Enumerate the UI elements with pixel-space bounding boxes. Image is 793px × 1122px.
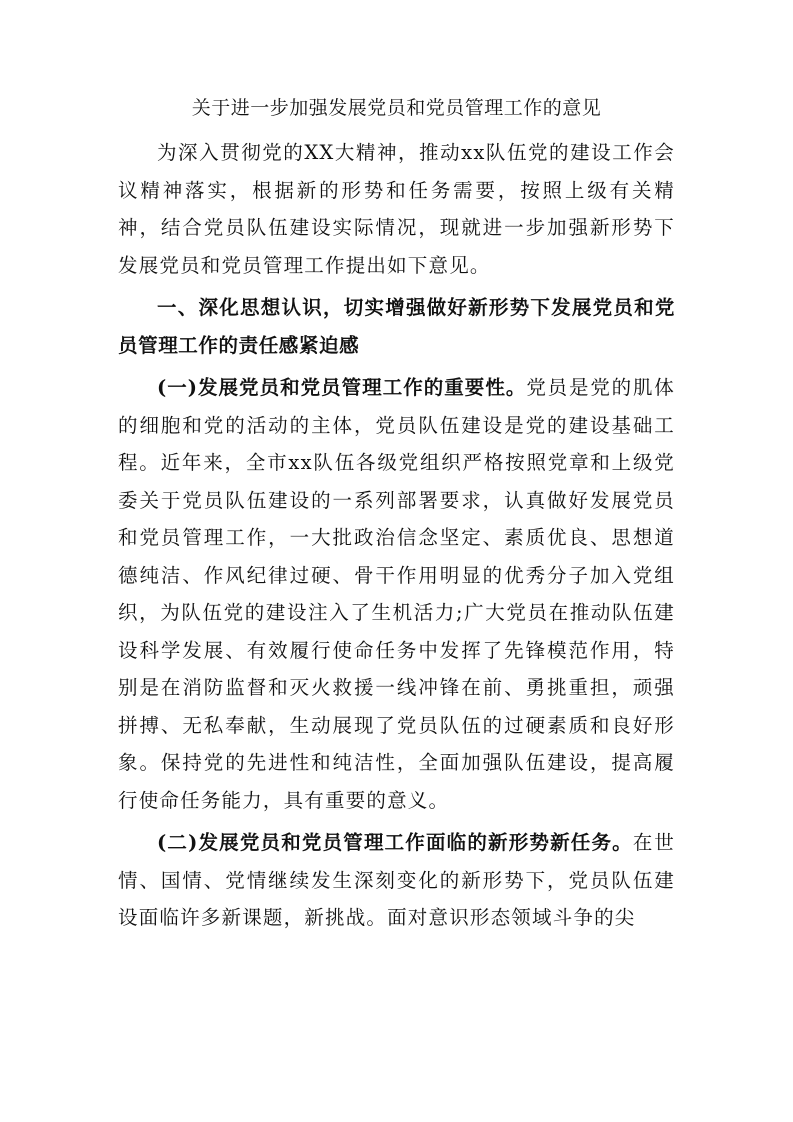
item-2-lead: (二)发展党员和党员管理工作面临的新形势新任务。 <box>157 831 633 854</box>
item-1-body: 党员是党的肌体的细胞和党的活动的主体，党员队伍建设是党的建设基础工程。近年来，全市xx队伍各级党组织严格按照党章和上级党委关于党员队伍建设的一系列部署要求，认真做好发展党员和党员管理工作，一大批政治信念坚定、素质优良、思想道德纯洁、作风纪律过硬、骨干作用明显的优秀分子加入党组织，为队伍党的建设注入了生机活力;广大党员在推动队伍建设科学发展、有效履行使命任务中发挥了先锋模范作用，特别是在消防监督和灭火救援一线冲锋在前、勇挑重担，顽强拼搏、无私奉献，生动展现了党员队伍的过硬素质和良好形象。保持党的先进性和纯洁性，全面加强队伍建设，提高履行使命任务能力，具有重要的意义。 <box>118 376 675 812</box>
section-1-heading: 一、深化思想认识，切实增强做好新形势下发展党员和党员管理工作的责任感紧迫感 <box>118 296 675 357</box>
item-2-body: 在世情、国情、党情继续发生深刻变化的新形势下，党员队伍建设面临许多新课题，新挑战。面对意识形态领域斗争的尖 <box>118 831 675 929</box>
document-title: 关于进一步加强发展党员和党员管理工作的意见 <box>191 97 602 119</box>
item-2-paragraph <box>118 824 675 937</box>
item-1-paragraph <box>118 369 675 819</box>
intro-paragraph: 为深入贯彻党的XX大精神，推动xx队伍党的建设工作会议精神落实，根据新的形势和任务需要，按照上级有关精神，结合党员队伍建设实际情况，现就进一步加强新形势下发展党员和党员管理工作提出如下意见。 <box>118 141 675 277</box>
item-1-lead: (一)发展党员和党员管理工作的重要性。 <box>157 376 527 399</box>
